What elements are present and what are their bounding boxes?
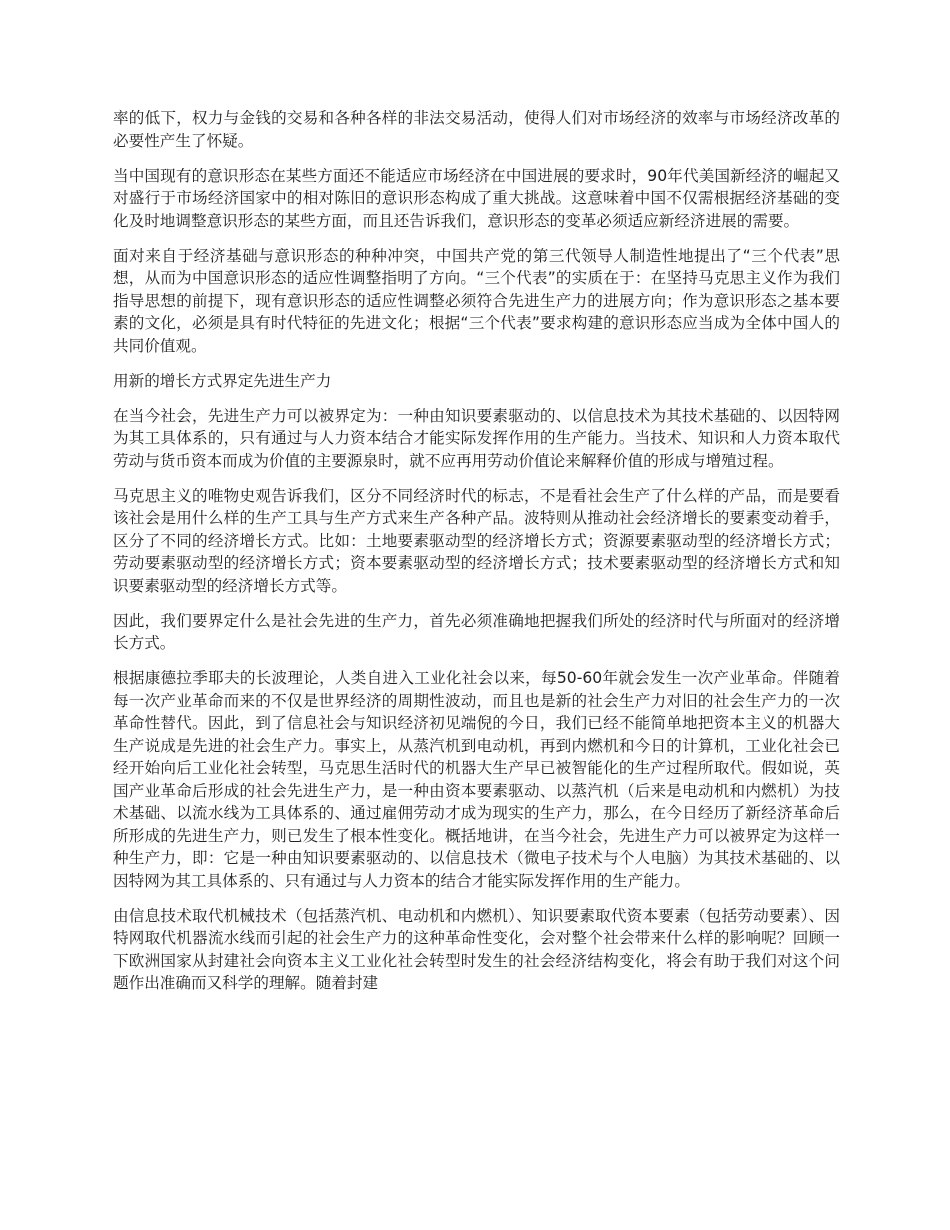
paragraph-6: 马克思主义的唯物史观告诉我们，区分不同经济时代的标志，不是看社会生产了什么样的产品，而是要看该社会是用什么样的生产工具与生产方式来生产各种产品。波特则从推动社会经济增长的要素变动着手，区分了不同的经济增长方式。比如：土地要素驱动型的经济增长方式；资源要素驱动型的经济增长方式；劳动要素驱动型的经济增长方式；资本要素驱动型的经济增长方式；技术要素驱动型的经济增长方式和知识要素驱动型的经济增长方式等。 bbox=[113, 486, 840, 595]
paragraph-2: 当中国现有的意识形态在某些方面还不能适应市场经济在中国进展的要求时，90年代美国新经济的崛起又对盛行于市场经济国家中的相对陈旧的意识形态构成了重大挑战。这意味着中国不仅需根据经济基础的变化及时地调整意识形态的某些方面，而且还告诉我们，意识形态的变革必须适应新经济进展的需要。 bbox=[113, 166, 840, 230]
paragraph-3: 面对来自于经济基础与意识形态的种种冲突，中国共产党的第三代领导人制造性地提出了“三个代表”思想，从而为中国意识形态的适应性调整指明了方向。“三个代表”的实质在于：在坚持马克思主义作为我们指导思想的前提下，现有意识形态的适应性调整必须符合先进生产力的进展方向；作为意识形态之基本要素的文化，必须是具有时代特征的先进文化；根据“三个代表”要求构建的意识形态应当成为全体中国人的共同价值观。 bbox=[113, 246, 840, 355]
paragraph-8: 根据康德拉季耶夫的长波理论，人类自进入工业化社会以来，每50-60年就会发生一次产业革命。伴随着每一次产业革命而来的不仅是世界经济的周期性波动，而且也是新的社会生产力对旧的社会生产力的一次革命性替代。因此，到了信息社会与知识经济初见端倪的今日，我们已经不能简单地把资本主义的机器大生产说成是先进的社会生产力。事实上，从蒸汽机到电动机，再到内燃机和今日的计算机，工业化社会已经开始向后工业化社会转型，马克思生活时代的机器大生产早已被智能化的生产过程所取代。假如说，英国产业革命后形成的社会先进生产力，是一种由资本要素驱动、以蒸汽机（后来是电动机和内燃机）为技术基础、以流水线为工具体系的、通过雇佣劳动才成为现实的生产力，那么，在今日经历了新经济革命后所形成的先进生产力，则已发生了根本性变化。概括地讲，在当今社会，先进生产力可以被界定为这样一种生产力，即：它是一种由知识要素驱动的、以信息技术（微电子技术与个人电脑）为其技术基础的、以因特网为其工具体系的、只有通过与人力资本的结合才能实际发挥作用的生产能力。 bbox=[113, 669, 840, 890]
section-heading: 用新的增长方式界定先进生产力 bbox=[113, 371, 332, 390]
paragraph-9: 由信息技术取代机械技术（包括蒸汽机、电动机和内燃机）、知识要素取代资本要素（包括劳动要素）、因特网取代机器流水线而引起的社会生产力的这种革命性变化，会对整个社会带来什么样的影响呢？回顾一下欧洲国家从封建社会向资本主义工业化社会转型时发生的社会经济结构变化，将会有助于我们对这个问题作出准确而又科学的理解。随着封建 bbox=[113, 906, 840, 992]
document-page bbox=[113, 107, 840, 1007]
paragraph-7: 因此，我们要界定什么是社会先进的生产力，首先必须准确地把握我们所处的经济时代与所面对的经济增长方式。 bbox=[113, 611, 840, 652]
paragraph-5: 在当今社会，先进生产力可以被界定为：一种由知识要素驱动的、以信息技术为其技术基础的、以因特网为其工具体系的，只有通过与人力资本结合才能实际发挥作用的生产能力。当技术、知识和人力资本取代劳动与货币资本而成为价值的主要源泉时，就不应再用劳动价值论来解释价值的形成与增殖过程。 bbox=[113, 406, 840, 470]
paragraph-1: 率的低下，权力与金钱的交易和各种各样的非法交易活动，使得人们对市场经济的效率与市场经济改革的必要性产生了怀疑。 bbox=[113, 109, 840, 150]
